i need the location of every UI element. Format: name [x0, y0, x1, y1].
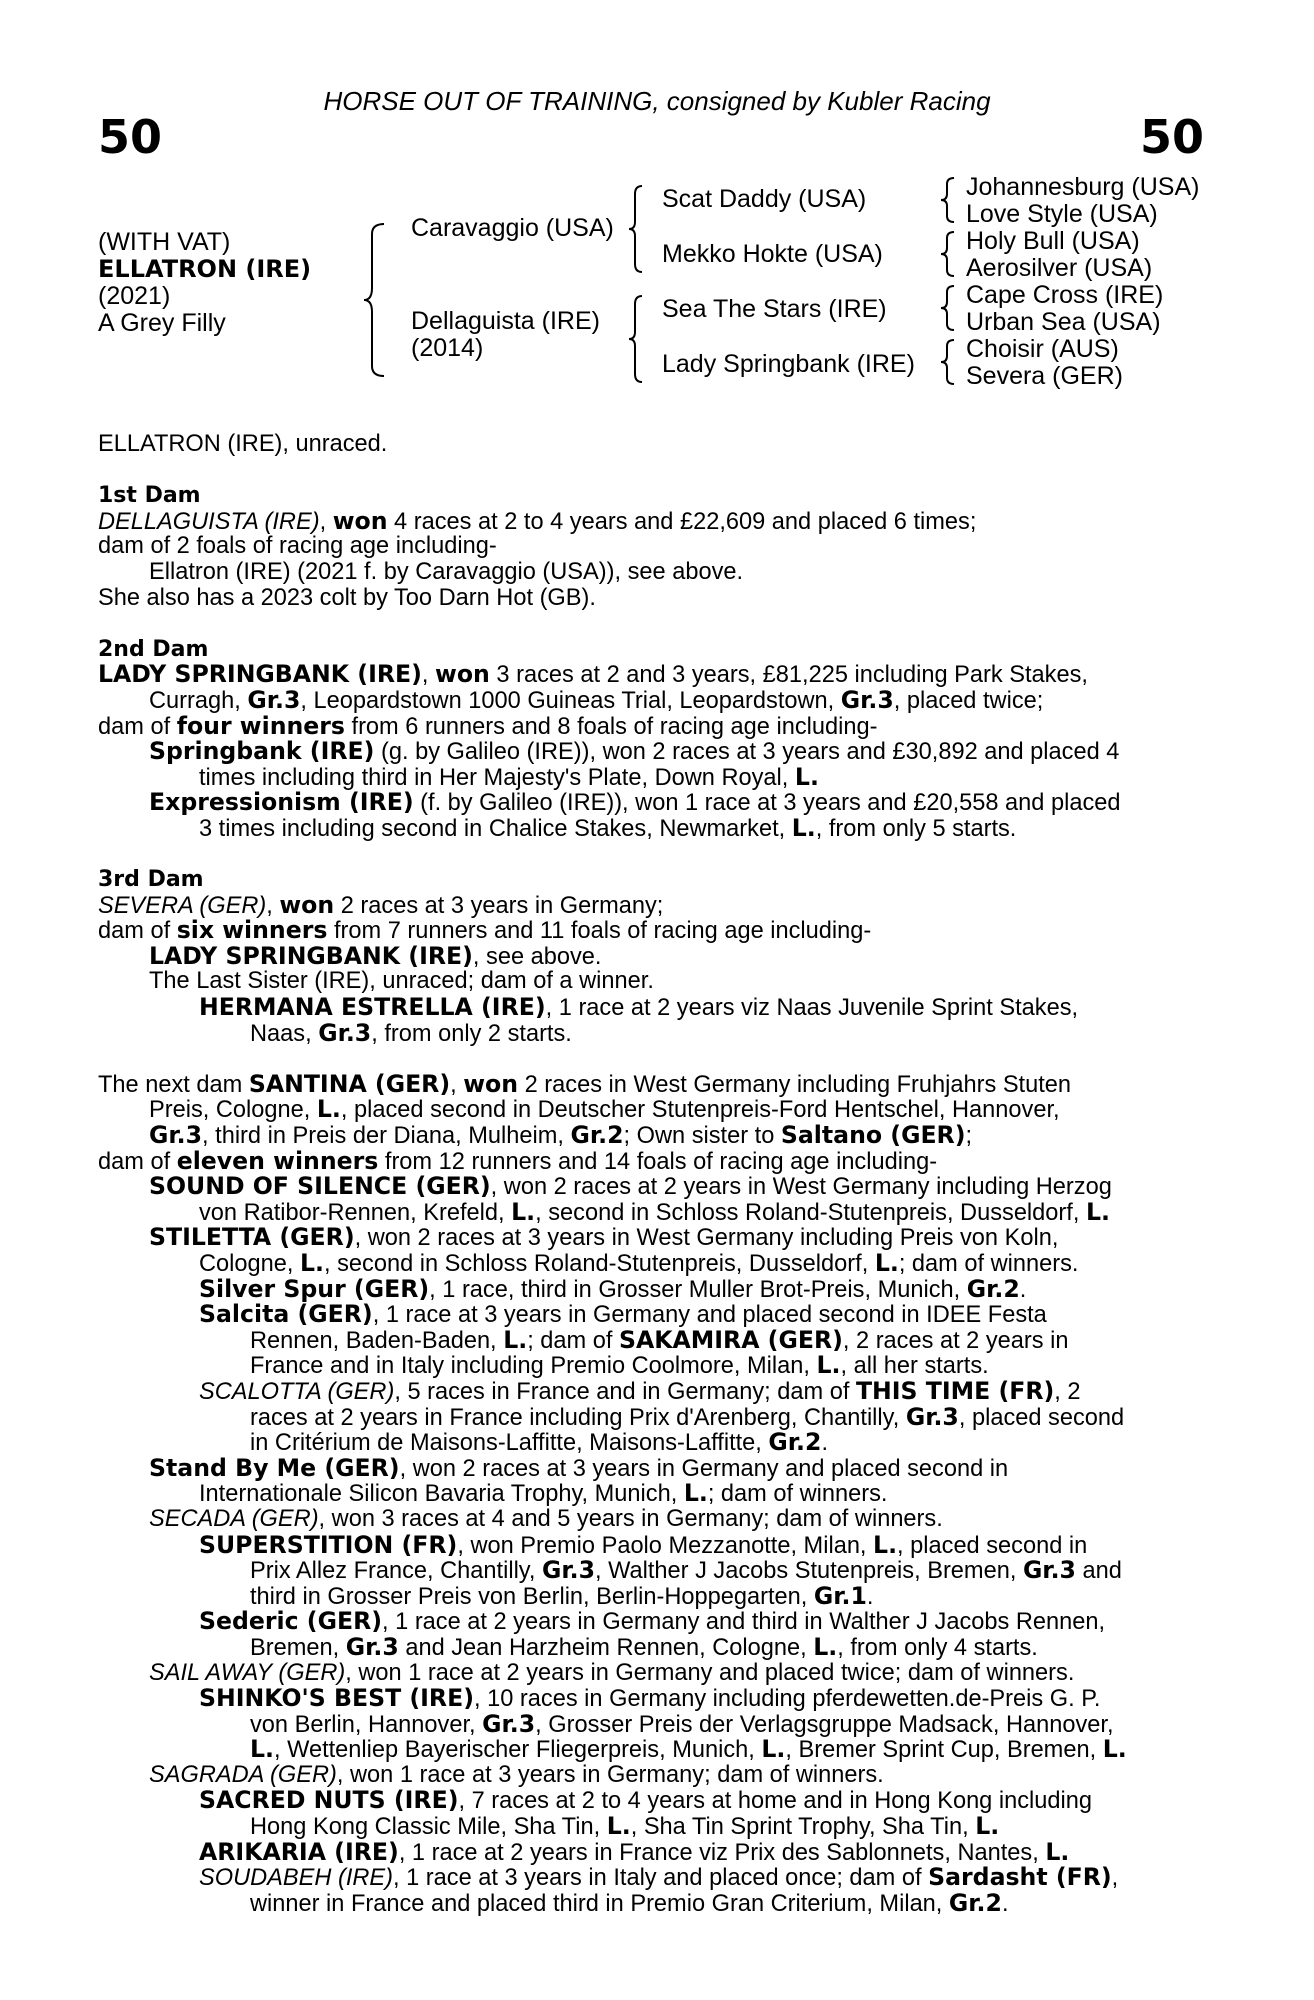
next-dam-line: L., Wettenliep Bayerischer Fliegerpreis, Munich, L., Bremer Sprint Cup, Bremen, L. [250, 1735, 1127, 1764]
second-dam-line: Springbank (IRE) (g. by Galileo (IRE)), won 2 races at 3 years and £30,892 and placed 4 [149, 737, 1120, 766]
next-dam-line: France and in Italy including Premio Coolmore, Milan, L., all her starts. [250, 1351, 989, 1380]
second-dam-line: 3 times including second in Chalice Stakes, Newmarket, L., from only 5 starts. [199, 813, 1017, 842]
next-dam-line: Prix Allez France, Chantilly, Gr.3, Walther J Jacobs Stutenpreis, Bremen, Gr.3 and [250, 1556, 1122, 1585]
ggs-8: Severa (GER) [966, 362, 1123, 390]
next-dam-line: races at 2 years in France including Prix d'Arenberg, Chantilly, Gr.3, placed second [250, 1402, 1125, 1431]
ggs-2: Love Style (USA) [966, 200, 1158, 228]
first-dam-line: DELLAGUISTA (IRE), won 4 races at 2 to 4 years and £22,609 and placed 6 times; [98, 506, 977, 535]
first-dam-line: Ellatron (IRE) (2021 f. by Caravaggio (USA)), see above. [149, 558, 744, 585]
ggs-6: Urban Sea (USA) [966, 308, 1161, 336]
third-dam-heading: 3rd Dam [98, 867, 204, 893]
lot-number-left: 50 [98, 110, 163, 164]
next-dam-line: Stand By Me (GER), won 2 races at 3 years in Germany and placed second in [149, 1453, 1009, 1482]
first-dam-line: dam of 2 foals of racing age including- [98, 533, 497, 560]
ggs-4: Aerosilver (USA) [966, 254, 1153, 282]
second-dam-line: LADY SPRINGBANK (IRE), won 3 races at 2 and 3 years, £81,225 including Park Stakes, [98, 660, 1088, 689]
second-dam-heading: 2nd Dam [98, 636, 209, 662]
sire-sire: Scat Daddy (USA) [662, 185, 867, 213]
second-dam-line: Curragh, Gr.3, Leopardstown 1000 Guineas Trial, Leopardstown, Gr.3, placed twice; [149, 685, 1044, 714]
brace-g3 [940, 284, 960, 332]
next-dam-line: Bremen, Gr.3 and Jean Harzheim Rennen, Cologne, L., from only 4 starts. [250, 1632, 1038, 1661]
first-dam-line: She also has a 2023 colt by Too Darn Hot (GB). [98, 584, 596, 611]
third-dam-line: Naas, Gr.3, from only 2 starts. [250, 1018, 572, 1047]
ggs-5: Cape Cross (IRE) [966, 281, 1164, 309]
second-dam-line: Expressionism (IRE) (f. by Galileo (IRE)), won 1 race at 3 years and £20,558 and placed [149, 788, 1121, 817]
next-dam-line: ARIKARIA (IRE), 1 race at 2 years in France viz Prix des Sablonnets, Nantes, L. [199, 1837, 1070, 1866]
second-dam-line: dam of four winners from 6 runners and 8 foals of racing age including- [98, 711, 878, 740]
third-dam-line: LADY SPRINGBANK (IRE), see above. [149, 941, 602, 970]
sire: Caravaggio (USA) [411, 214, 614, 242]
next-dam-line: SOUND OF SILENCE (GER), won 2 races at 2 years in West Germany including Herzog [149, 1172, 1112, 1201]
next-dam-line: SHINKO'S BEST (IRE), 10 races in Germany including pferdewetten.de-Preis G. P. [199, 1684, 1101, 1713]
next-dam-line: SECADA (GER), won 3 races at 4 and 5 years in Germany; dam of winners. [149, 1505, 943, 1532]
horse-sex: A Grey Filly [98, 309, 226, 337]
brace-dam [628, 294, 648, 384]
next-dam-line: von Berlin, Hannover, Gr.3, Grosser Preis der Verlagsgruppe Madsack, Hannover, [250, 1709, 1114, 1738]
next-dam-line: Rennen, Baden-Baden, L.; dam of SAKAMIRA (GER), 2 races at 2 years in [250, 1325, 1069, 1354]
horse-name: ELLATRON (IRE) [98, 255, 312, 283]
next-dam-line: Preis, Cologne, L., placed second in Deutscher Stutenpreis-Ford Hentschel, Hannover, [149, 1095, 1060, 1124]
next-dam-line: winner in France and placed third in Premio Gran Criterium, Milan, Gr.2. [250, 1888, 1009, 1917]
next-dam-line: Salcita (GER), 1 race at 3 years in Germany and placed second in IDEE Festa [199, 1300, 1047, 1329]
third-dam-line: dam of six winners from 7 runners and 11 foals of racing age including- [98, 916, 872, 945]
brace-sire [628, 184, 648, 274]
next-dam-line: Cologne, L., second in Schloss Roland-Stutenpreis, Dusseldorf, L.; dam of winners. [199, 1249, 1079, 1277]
vat-label: (WITH VAT) [98, 228, 231, 256]
first-dam-heading: 1st Dam [98, 483, 201, 509]
brace-g1 [940, 176, 960, 224]
next-dam-line: SCALOTTA (GER), 5 races in France and in Germany; dam of THIS TIME (FR), 2 [199, 1376, 1081, 1405]
sire-dam: Mekko Hokte (USA) [662, 240, 883, 268]
third-dam-line: HERMANA ESTRELLA (IRE), 1 race at 2 years viz Naas Juvenile Sprint Stakes, [199, 993, 1079, 1022]
catalogue-body [98, 432, 1206, 1916]
brace-g2 [940, 230, 960, 278]
ggs-3: Holy Bull (USA) [966, 227, 1140, 255]
intro-line: ELLATRON (IRE), unraced. [98, 431, 388, 457]
next-dam-line: Hong Kong Classic Mile, Sha Tin, L., Sha Tin Sprint Trophy, Sha Tin, L. [250, 1812, 1000, 1841]
next-dam-line: Internationale Silicon Bavaria Trophy, Munich, L.; dam of winners. [199, 1479, 888, 1508]
next-dam-line: SAGRADA (GER), won 1 race at 3 years in Germany; dam of winners. [149, 1761, 884, 1788]
next-dam-line: SUPERSTITION (FR), won Premio Paolo Mezzanotte, Milan, L., placed second in [199, 1530, 1088, 1559]
next-dam-line: third in Grosser Preis von Berlin, Berlin-Hoppegarten, Gr.1. [250, 1581, 874, 1610]
horse-year: (2021) [98, 282, 171, 310]
third-dam-line: SEVERA (GER), won 2 races at 3 years in Germany; [98, 890, 664, 919]
ggs-7: Choisir (AUS) [966, 335, 1119, 363]
dam: Dellaguista (IRE) [411, 307, 600, 335]
next-dam-line: von Ratibor-Rennen, Krefeld, L., second in Schloss Roland-Stutenpreis, Dusseldorf, L. [199, 1197, 1110, 1226]
next-dam-line: Silver Spur (GER), 1 race, third in Grosser Muller Brot-Preis, Munich, Gr.2. [199, 1274, 1027, 1303]
consignment-title: HORSE OUT OF TRAINING, consigned by Kubler Racing [323, 86, 991, 116]
next-dam-line: in Critérium de Maisons-Laffitte, Maisons-Laffitte, Gr.2. [250, 1428, 828, 1457]
brace-main [362, 220, 392, 380]
dam-sire: Sea The Stars (IRE) [662, 295, 887, 323]
next-dam-line: The next dam SANTINA (GER), won 2 races in West Germany including Fruhjahrs Stuten [98, 1069, 1072, 1098]
next-dam-line: SAIL AWAY (GER), won 1 race at 2 years in Germany and placed twice; dam of winners. [149, 1659, 1075, 1686]
next-dam-line: STILETTA (GER), won 2 races at 3 years in West Germany including Preis von Koln, [149, 1223, 1059, 1252]
dam-year: (2014) [411, 334, 484, 362]
dam-dam: Lady Springbank (IRE) [662, 350, 915, 378]
next-dam-line: Sederic (GER), 1 race at 2 years in Germany and third in Walther J Jacobs Rennen, [199, 1607, 1106, 1636]
brace-g4 [940, 338, 960, 386]
ggs-1: Johannesburg (USA) [966, 173, 1200, 201]
next-dam-line: SOUDABEH (IRE), 1 race at 3 years in Italy and placed once; dam of Sardasht (FR), [199, 1863, 1119, 1892]
third-dam-line: The Last Sister (IRE), unraced; dam of a winner. [149, 968, 654, 995]
second-dam-line: times including third in Her Majesty's Plate, Down Royal, L. [199, 762, 819, 791]
next-dam-line: SACRED NUTS (IRE), 7 races at 2 to 4 years at home and in Hong Kong including [199, 1786, 1092, 1815]
next-dam-line: Gr.3, third in Preis der Diana, Mulheim, Gr.2; Own sister to Saltano (GER); [149, 1121, 973, 1150]
next-dam-line: dam of eleven winners from 12 runners and 14 foals of racing age including- [98, 1146, 938, 1175]
lot-number-right: 50 [1139, 110, 1204, 164]
